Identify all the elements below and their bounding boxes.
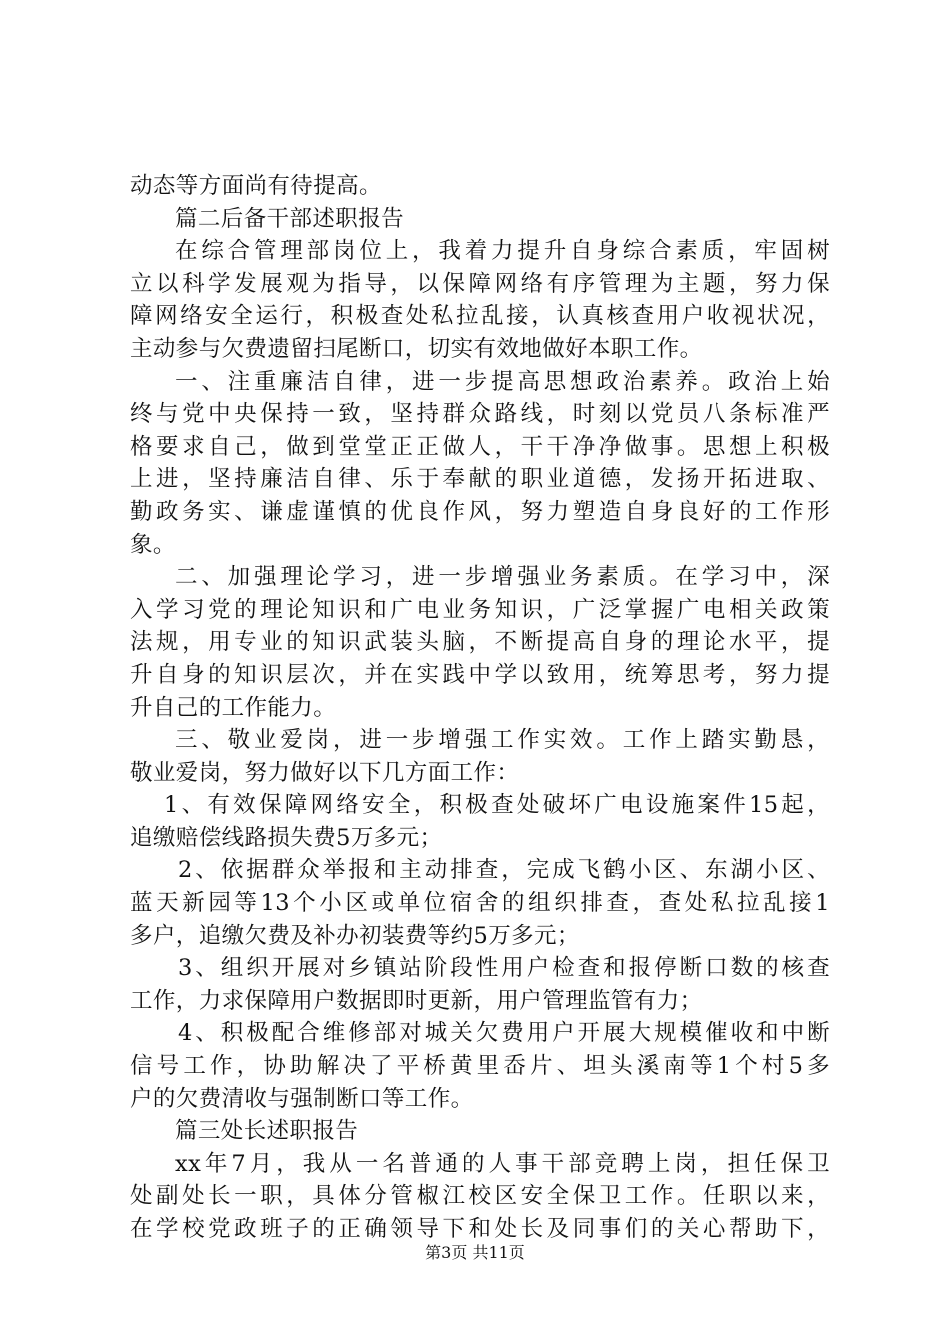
text-line: 动态等方面尚有待提高。 — [130, 173, 382, 199]
text-line: 终与党中央保持一致，坚持群众路线，时刻以党员八条标准严 — [130, 401, 830, 428]
text-line: 在学校党政班子的正确领导下和处长及同事们的关心帮助下， — [130, 1216, 830, 1242]
text-line: 在综合管理部岗位上，我着力提升自身综合素质，牢固树 — [175, 238, 830, 265]
text-line: 象。 — [130, 531, 176, 558]
text-line: 三、敬业爱岗，进一步增强工作实效。工作上踏实勤恳， — [175, 727, 830, 754]
text-line: 升自己的工作能力。 — [130, 694, 337, 721]
text-line: 敬业爱岗，努力做好以下几方面工作： — [130, 759, 520, 786]
text-line: 入学习党的理论知识和广电业务知识，广泛掌握广电相关政策 — [130, 596, 830, 623]
text-line: 上进，坚持廉洁自律、乐于奉献的职业道德，发扬开拓进取、 — [130, 466, 830, 493]
text-line: 工作，力求保障用户数据即时更新，用户管理监管有力； — [130, 987, 703, 1014]
text-line: 二、加强理论学习，进一步增强业务素质。在学习中，深 — [175, 564, 830, 591]
list-item: 4、积极配合维修部对城关欠费用户开展大规模催收和中断 — [178, 1020, 830, 1047]
text-line: 格要求自己，做到堂堂正正做人，干干净净做事。思想上积极 — [130, 433, 830, 460]
text-line: 立以科学发展观为指导，以保障网络有序管理为主题，努力保 — [130, 270, 830, 297]
text-line: 升自身的知识层次，并在实践中学以致用，统筹思考，努力提 — [130, 661, 830, 688]
text-line: 户的欠费清收与强制断口等工作。 — [130, 1085, 474, 1112]
text-line: 蓝天新园等13个小区或单位宿舍的组织排查，查处私拉乱接1 — [130, 890, 830, 917]
document-body — [130, 170, 830, 1246]
list-item: 1、有效保障网络安全，积极查处破坏广电设施案件15起， — [164, 792, 830, 819]
text-line: 信号工作，协助解决了平桥黄里岙片、坦头溪南等1个村5多 — [130, 1053, 830, 1080]
text-line: 多户，追缴欠费及补办初装费等约5万多元； — [130, 922, 580, 949]
text-line: 追缴赔偿线路损失费5万多元； — [130, 824, 443, 851]
list-item: 3、组织开展对乡镇站阶段性用户检查和报停断口数的核查 — [178, 955, 830, 982]
section-heading: 篇三处长述职报告 — [175, 1118, 359, 1145]
section-heading: 篇二后备干部述职报告 — [175, 205, 405, 232]
text-line: 法规，用专业的知识武装头脑，不断提高自身的理论水平，提 — [130, 629, 830, 656]
text-line: 勤政务实、谦虚谨慎的优良作风，努力塑造自身良好的工作形 — [130, 498, 830, 525]
list-item: 2、依据群众举报和主动排查，完成飞鹤小区、东湖小区、 — [178, 857, 830, 884]
text-line: 一、注重廉洁自律，进一步提高思想政治素养。政治上始 — [175, 368, 830, 395]
text-line: 障网络安全运行，积极查处私拉乱接，认真核查用户收视状况， — [130, 303, 830, 330]
page-footer: 第3页 共11页 — [425, 1243, 525, 1262]
text-line: 主动参与欠费遗留扫尾断口，切实有效地做好本职工作。 — [130, 335, 703, 362]
text-line: xx年7月，我从一名普通的人事干部竞聘上岗，担任保卫 — [175, 1150, 830, 1177]
text-line: 处副处长一职，具体分管椒江校区安全保卫工作。任职以来， — [130, 1183, 830, 1210]
